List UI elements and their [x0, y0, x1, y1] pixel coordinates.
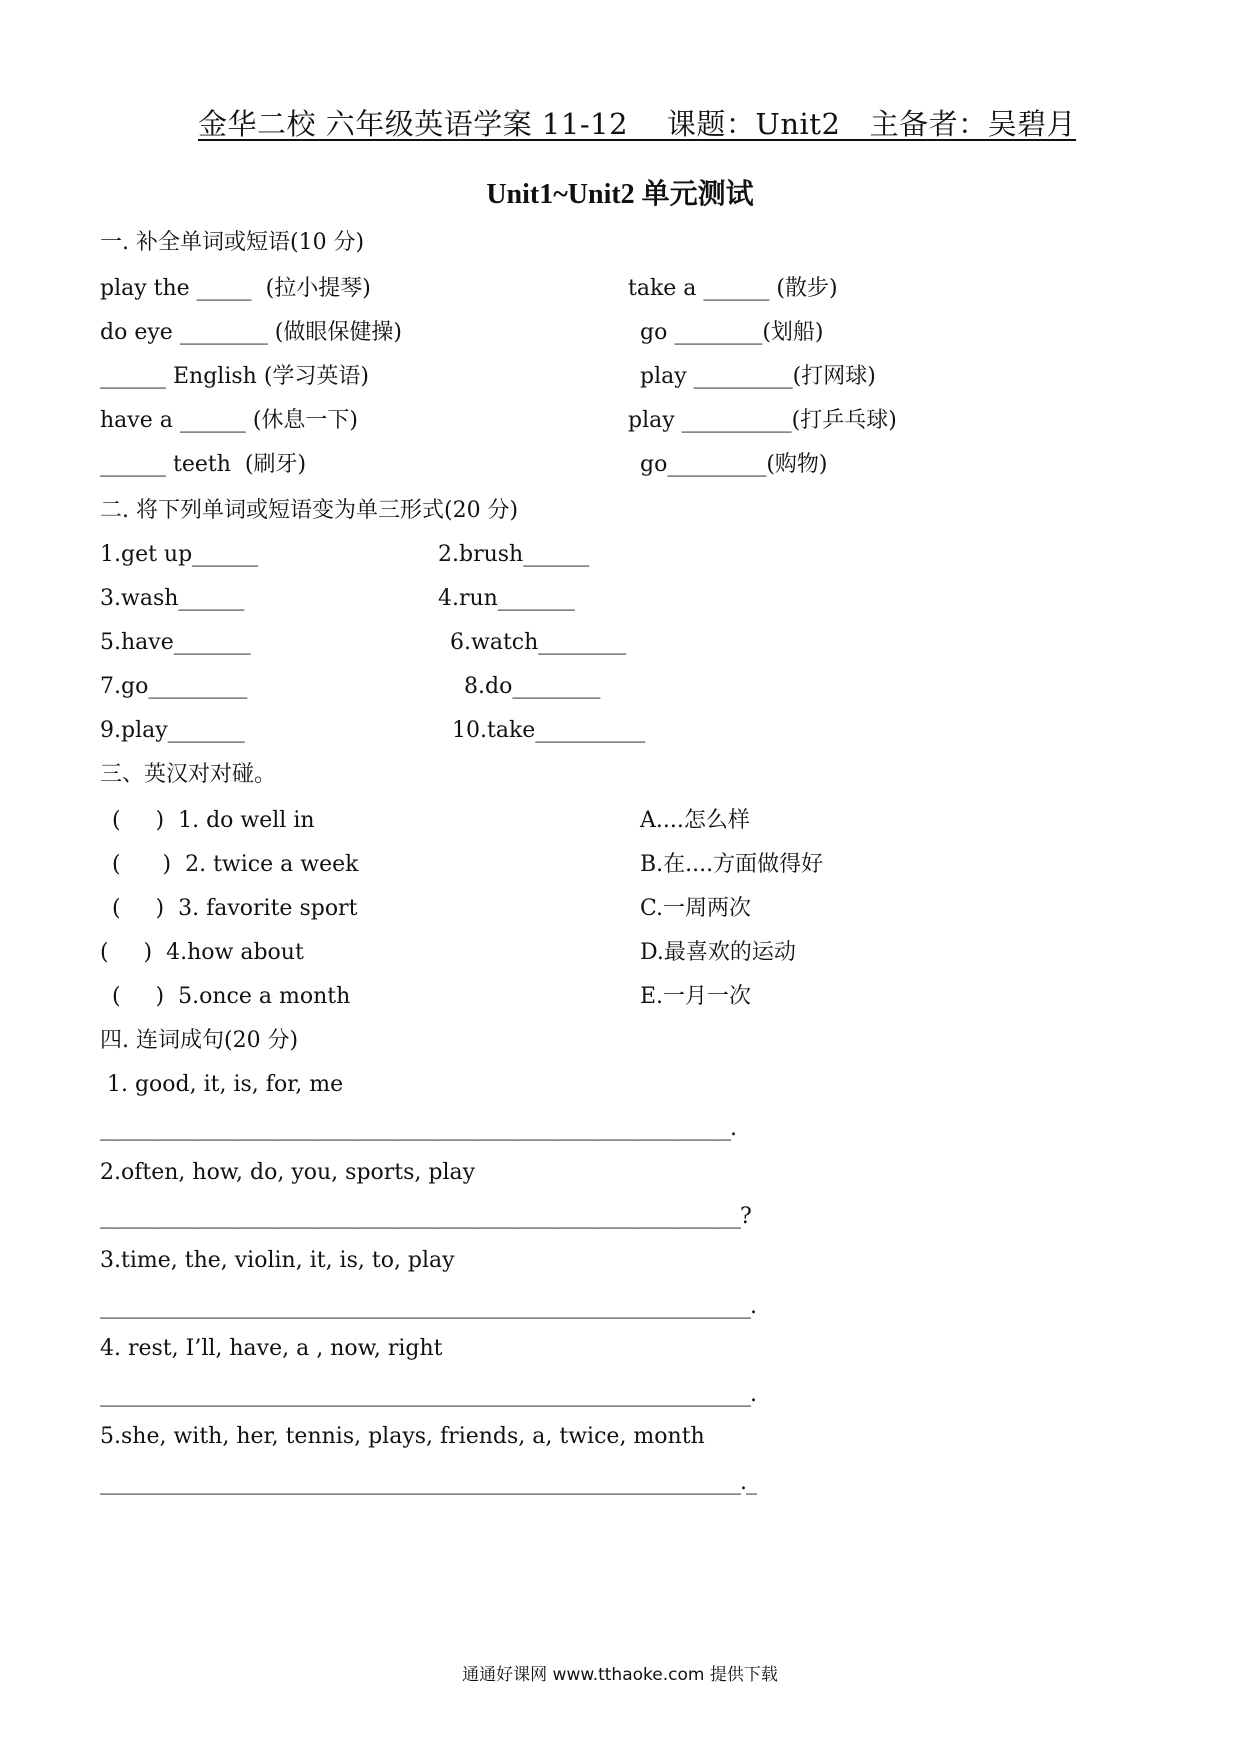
page-header: 金华二校 六年级英语学案 11-12 课题：Unit2 主备者：吴碧月 — [198, 107, 1077, 141]
s1-right-3: play _________(打网球) — [640, 364, 876, 389]
s4-question-2: 2.often, how, do, you, sports, play — [100, 1160, 476, 1185]
s2-left-2: 3.wash______ — [100, 586, 245, 611]
s1-right-1: take a ______ (散步) — [628, 276, 838, 301]
s3-option-e: E.一月一次 — [640, 984, 752, 1009]
section2-heading: 二. 将下列单词或短语变为单三形式(20 分) — [100, 498, 519, 523]
s4-question-5: 5.she, with, her, tennis, plays, friends, a, twice, month — [100, 1424, 705, 1449]
s2-left-5: 9.play_______ — [100, 718, 245, 743]
s1-left-3: ______ English (学习英语) — [100, 364, 369, 389]
section3-heading: 三、英汉对对碰。 — [100, 762, 277, 787]
s2-right-4: 8.do________ — [464, 674, 601, 699]
s1-left-5: ______ teeth (刷牙) — [100, 452, 307, 477]
s1-right-4: play __________(打乒乓球) — [628, 408, 897, 433]
s2-right-1: 2.brush______ — [438, 542, 590, 567]
s3-item-3: ( ) 3. favorite sport — [112, 896, 358, 921]
s2-right-3: 6.watch________ — [450, 630, 627, 655]
s1-left-4: have a ______ (休息一下) — [100, 408, 358, 433]
s3-option-c: C.一周两次 — [640, 896, 752, 921]
s2-left-3: 5.have_______ — [100, 630, 251, 655]
s4-question-3: 3.time, the, violin, it, is, to, play — [100, 1248, 455, 1273]
s3-item-4: ( ) 4.how about — [100, 940, 304, 965]
s4-question-1: 1. good, it, is, for, me — [100, 1072, 344, 1097]
s4-answer-line-2[interactable]: ________________________________________________________________? — [100, 1204, 751, 1229]
s4-answer-line-4[interactable]: _________________________________________________________________. — [100, 1382, 756, 1407]
s1-right-2: go ________(划船) — [640, 320, 824, 345]
s4-answer-line-5[interactable]: ________________________________________________________________._ — [100, 1470, 756, 1495]
s3-item-1: ( ) 1. do well in — [112, 808, 315, 833]
s3-item-5: ( ) 5.once a month — [112, 984, 351, 1009]
s2-left-4: 7.go_________ — [100, 674, 248, 699]
s1-left-2: do eye ________ (做眼保健操) — [100, 320, 402, 345]
page-title: Unit1~Unit2 单元测试 — [486, 179, 754, 210]
s2-right-5: 10.take__________ — [452, 718, 646, 743]
s4-answer-line-1[interactable]: _______________________________________________________________. — [100, 1116, 736, 1141]
s3-item-2: ( ) 2. twice a week — [112, 852, 359, 877]
section4-heading: 四. 连词成句(20 分) — [100, 1028, 299, 1053]
s3-option-d: D.最喜欢的运动 — [640, 940, 796, 965]
s4-question-4: 4. rest, I’ll, have, a , now, right — [100, 1336, 443, 1361]
s2-right-2: 4.run_______ — [438, 586, 575, 611]
s2-left-1: 1.get up______ — [100, 542, 259, 567]
s4-answer-line-3[interactable]: _________________________________________________________________. — [100, 1294, 756, 1319]
s1-left-1: play the _____ (拉小提琴) — [100, 276, 371, 301]
s3-option-a: A....怎么样 — [640, 808, 750, 833]
section1-heading: 一. 补全单词或短语(10 分) — [100, 230, 365, 255]
page-footer: 通通好课网 www.tthaoke.com 提供下载 — [462, 1665, 778, 1685]
s3-option-b: B.在....方面做得好 — [640, 852, 824, 877]
s1-right-5: go_________(购物) — [640, 452, 828, 477]
